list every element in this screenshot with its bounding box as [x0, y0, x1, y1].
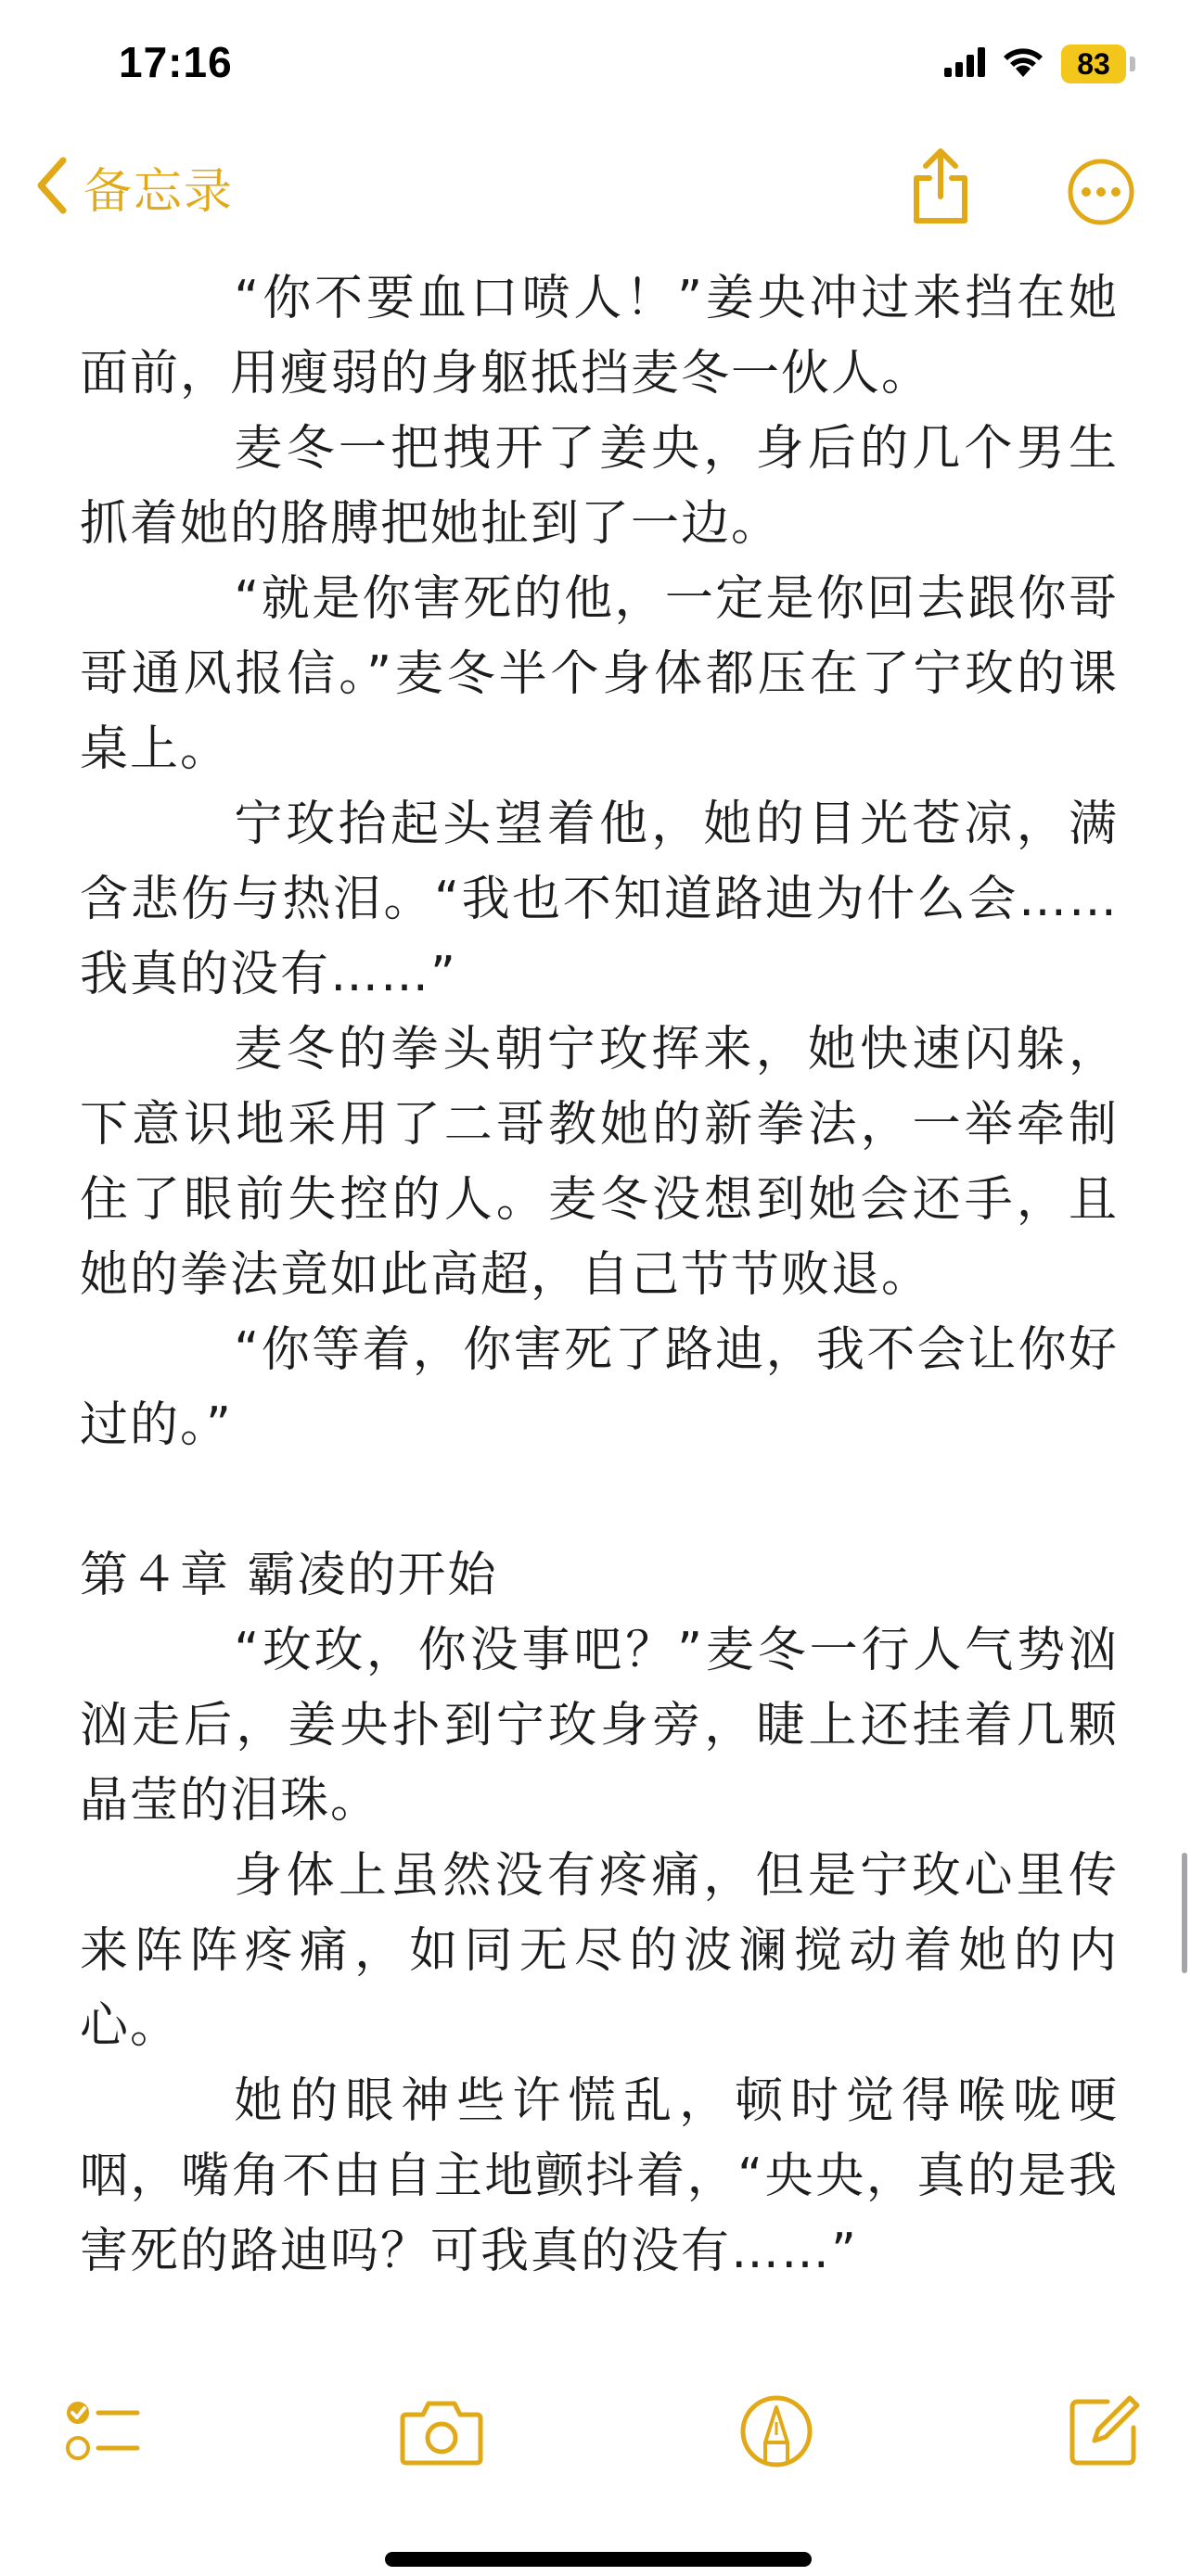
status-icons — [944, 43, 1135, 85]
wifi-icon — [1002, 46, 1044, 82]
chevron-left-icon — [33, 155, 70, 220]
note-paragraph: “你不要血口喷人！”姜央冲过来挡在她面前，用瘦弱的身躯抵挡麦冬一伙人。 — [80, 271, 1119, 402]
note-paragraph: 麦冬的拳头朝宁玫挥来，她快速闪躲，下意识地采用了二哥教她的新拳法，一举牵制住了眼前失控的人。麦冬没想到她会还手，且她的拳法竟如此高超，自己节节败退。 — [80, 1022, 1119, 1303]
home-indicator[interactable] — [385, 2552, 812, 2567]
note-paragraph: 麦冬一把拽开了姜央，身后的几个男生抓着她的胳膊把她扯到了一边。 — [80, 421, 1119, 552]
note-paragraph: “就是你害死的他，一定是你回去跟你哥哥通风报信。”麦冬半个身体都压在了宁玫的课桌上。 — [80, 571, 1119, 777]
chapter-title: 第４章 霸凌的开始 — [80, 1548, 498, 1603]
compose-icon — [1065, 2456, 1143, 2474]
more-button[interactable] — [1067, 158, 1135, 230]
share-button[interactable] — [907, 147, 974, 230]
note-paragraph: 宁玫抬起头望着他，她的目光苍凉，满含悲伤与热泪。“我也不知道路迪为什么会……我真的没有……” — [80, 797, 1119, 1002]
bottom-toolbar — [0, 2374, 1191, 2494]
markup-pen-icon — [737, 2456, 815, 2474]
status-bar — [0, 0, 1191, 130]
checklist-icon — [63, 2456, 141, 2474]
battery-icon: 83 — [1061, 45, 1126, 83]
more-icon — [1067, 212, 1135, 230]
battery-nub — [1130, 57, 1135, 71]
compose-button[interactable] — [1065, 2392, 1143, 2474]
note-body[interactable] — [80, 261, 1119, 2289]
cellular-signal-icon — [944, 47, 985, 81]
note-paragraph: 她的眼神些许慌乱，顿时觉得喉咙哽咽，嘴角不由自主地颤抖着，“央央，真的是我害死的路迪吗？可我真的没有……” — [80, 2073, 1119, 2279]
note-paragraph: 身体上虽然没有疼痛，但是宁玫心里传来阵阵疼痛，如同无尽的波澜搅动着她的内心。 — [80, 1848, 1119, 2054]
checklist-button[interactable] — [63, 2392, 141, 2474]
status-time: 17:16 — [119, 38, 233, 86]
blank-line — [80, 1463, 1119, 1538]
camera-button[interactable] — [399, 2392, 484, 2474]
note-paragraph: “你等着，你害死了路迪，我不会让你好过的。” — [80, 1322, 1119, 1453]
note-paragraph: “玫玫，你没事吧？”麦冬一行人气势汹汹走后，姜央扑到宁玫身旁，睫上还挂着几颗晶莹的泪珠。 — [80, 1623, 1119, 1829]
nav-bar — [0, 139, 1191, 241]
back-button[interactable] — [33, 152, 234, 222]
share-icon — [907, 212, 974, 230]
scroll-indicator[interactable] — [1182, 1853, 1187, 1973]
camera-icon — [399, 2456, 484, 2474]
markup-button[interactable] — [737, 2392, 815, 2474]
back-label: 备忘录 — [83, 164, 235, 220]
